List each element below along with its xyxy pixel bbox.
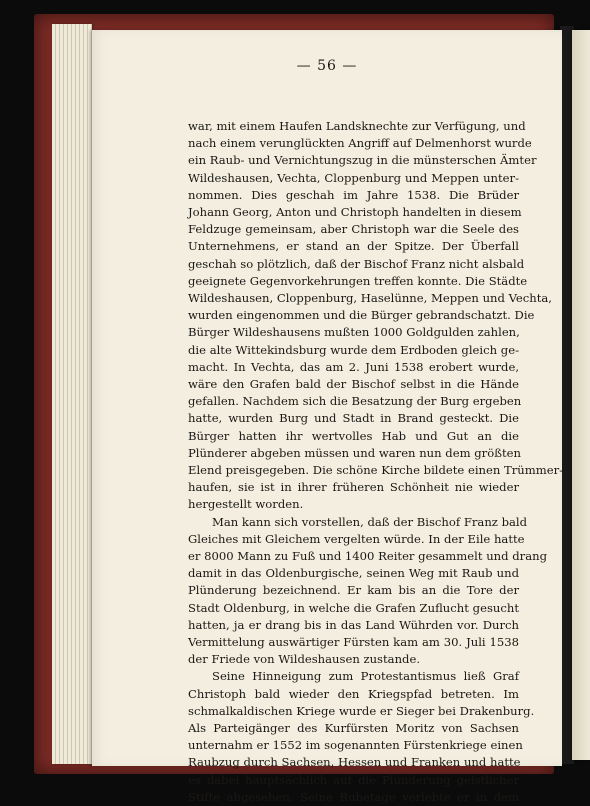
page-number: — 56 —	[296, 58, 358, 74]
text-line: Bürger Wildeshausens mußten 1000 Goldgulden zahlen,	[188, 325, 520, 340]
text-line: nommen. Dies geschah im Jahre 1538. Die Brüder	[188, 187, 519, 202]
text-line: Christoph bald wieder den Kriegspfad betreten. Im	[188, 686, 519, 701]
text-line: haufen, sie ist in ihrer früheren Schönheit nie wieder	[188, 480, 519, 495]
text-line: Plünderung bezeichnend. Er kam bis an die Tore der	[188, 583, 519, 598]
body-text	[188, 118, 564, 804]
text-line: hergestellt worden.	[188, 497, 304, 512]
text-line: Plünderer abgeben müssen und waren nun dem größten	[188, 445, 521, 460]
text-line: gefallen. Nachdem sich die Besatzung der Burg ergeben	[188, 394, 522, 409]
text-line: hatte, wurden Burg und Stadt in Brand gesteckt. Die	[188, 411, 519, 426]
text-line: es dabei hauptsächlich auf die Plünderung geistlicher	[188, 772, 519, 787]
text-line: Wildeshausen, Cloppenburg, Haselünne, Meppen und Vechta,	[188, 291, 552, 305]
text-line: unternahm er 1552 im sogenannten Fürstenkriege einen	[188, 738, 523, 753]
text-line: die alte Wittekindsburg wurde dem Erdboden gleich ge-	[188, 342, 519, 357]
text-line: wäre den Grafen bald der Bischof selbst in die Hände	[188, 377, 519, 391]
text-line: Stifte abgesehen. Seine Ruhetage verlebte er in dem	[188, 789, 519, 804]
text-line: Johann Georg, Anton und Christoph handelten in diesem	[188, 205, 522, 219]
text-line: hatten, ja er drang bis in das Land Wührden vor. Durch	[188, 617, 519, 632]
text-line: ein Raub- und Vernichtungszug in die münsterschen Ämter	[188, 153, 537, 168]
text-line: damit in das Oldenburgische, seinen Weg mit Raub und	[188, 566, 519, 581]
text-line: nach einem verunglückten Angriff auf Delmenhorst wurde	[188, 136, 532, 151]
text-line: der Friede von Wildeshausen zustande.	[188, 652, 421, 667]
text-line: schmalkaldischen Kriege wurde er Sieger bei Drakenburg.	[188, 703, 535, 718]
text-line: er 8000 Mann zu Fuß und 1400 Reiter gesammelt und drang	[188, 549, 548, 563]
text-line: Stadt Oldenburg, in welche die Grafen Zuflucht gesucht	[188, 600, 519, 615]
text-line: war, mit einem Haufen Landsknechte zur Verfügung, und	[188, 119, 526, 133]
adjacent-page-edge	[572, 30, 590, 760]
text-line: macht. In Vechta, das am 2. Juni 1538 erobert wurde,	[188, 359, 519, 374]
text-line: Elend preisgegeben. Die schöne Kirche bildete einen Trümmer-	[188, 463, 564, 477]
text-line: Wildeshausen, Vechta, Cloppenburg und Meppen unter-	[188, 170, 519, 185]
text-line: wurden eingenommen und die Bürger gebrandschatzt. Die	[188, 308, 535, 323]
text-line: Als Parteigänger des Kurfürsten Moritz von Sachsen	[188, 721, 519, 735]
text-line: Seine Hinneigung zum Protestantismus ließ Graf	[212, 669, 519, 684]
book-page	[92, 30, 564, 804]
text-line: Vermittelung auswärtiger Fürsten kam am 30. Juli 1538	[188, 635, 519, 649]
text-line: Raubzug durch Sachsen, Hessen und Franken und hatte	[188, 755, 521, 770]
page-edges	[52, 24, 92, 764]
text-line: Unternehmens, er stand an der Spitze. Der Überfall	[188, 239, 519, 254]
text-line: Man kann sich vorstellen, daß der Bischof Franz bald	[212, 514, 528, 529]
text-line: geeignete Gegenvorkehrungen treffen konnte. Die Städte	[188, 273, 528, 288]
text-line: Feldzuge gemeinsam, aber Christoph war die Seele des	[188, 222, 519, 237]
text-line: Gleiches mit Gleichem vergelten würde. In der Eile hatte	[188, 531, 525, 546]
text-line: geschah so plötzlich, daß der Bischof Franz nicht alsbald	[188, 256, 525, 271]
text-line: Bürger hatten ihr wertvolles Hab und Gut an die	[188, 428, 519, 443]
